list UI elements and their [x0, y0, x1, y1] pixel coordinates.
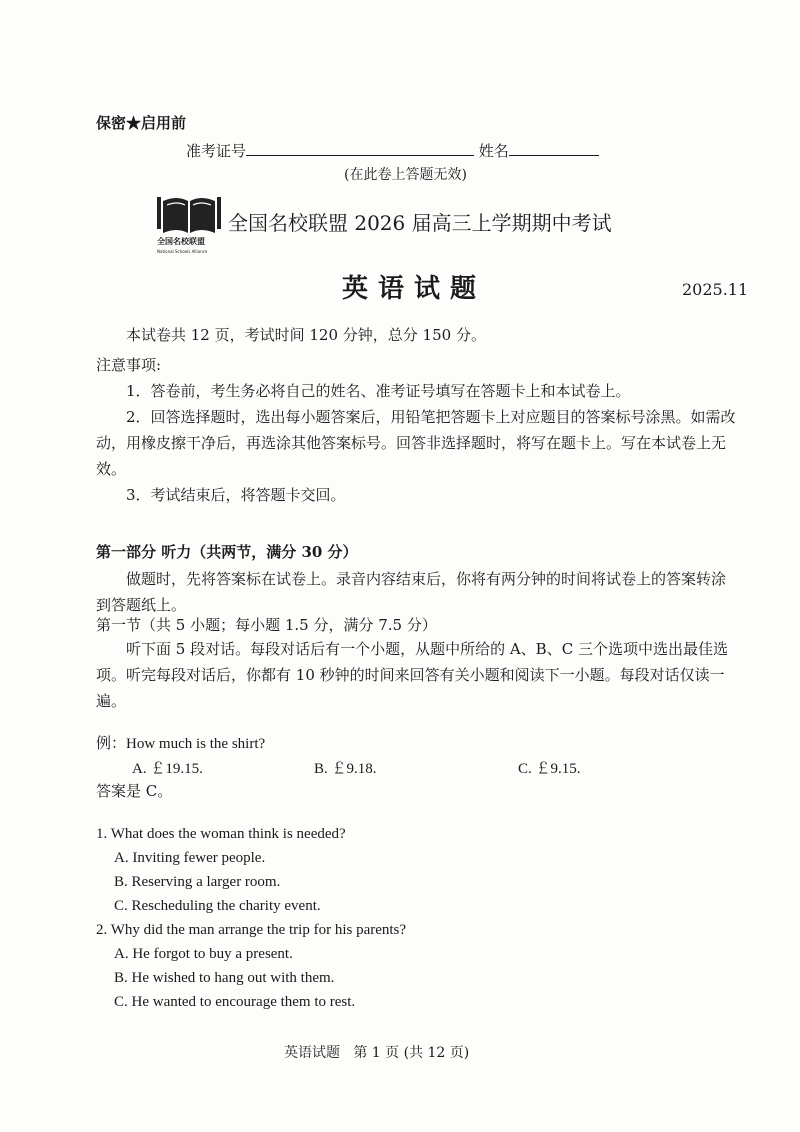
subject-title: 英语试题: [342, 274, 487, 304]
confidential-label: 保密★启用前: [96, 114, 187, 132]
exam-id-label: 准考证号: [186, 142, 247, 160]
example-option-c: C. ￡9.15.: [518, 761, 581, 777]
example-question: 例：How much is the shirt?: [96, 736, 266, 752]
question-2-option-c: C. He wanted to encourage them to rest.: [114, 994, 356, 1010]
example-option-b: B. ￡9.18.: [314, 761, 377, 777]
section1-heading: 第一节（共 5 小题；每小题 1.5 分，满分 7.5 分）: [96, 616, 437, 634]
question-1-option-c: C. Rescheduling the charity event.: [114, 898, 321, 914]
name-blank: [509, 143, 599, 156]
book-logo-icon: [155, 193, 223, 237]
part1-instruction: 做题时，先将答案标在试卷上。录音内容结束后，你将有两分钟的时间将试卷上的答案转涂到答题纸上。: [96, 570, 727, 614]
exam-date: 2025.11: [682, 280, 749, 299]
question-2-stem: 2. Why did the man arrange the trip for his parents?: [96, 922, 407, 938]
section1-instruction: 听下面 5 段对话。每段对话后有一个小题，从题中所给的 A、B、C 三个选项中选出最佳选项。听完每段对话后，你都有 10 秒钟的时间来回答有关小题和阅读下一小题。每段对话仅读一遍。: [96, 640, 728, 710]
notes-heading: 注意事项:: [96, 356, 162, 374]
question-2-option-a: A. He forgot to buy a present.: [114, 946, 293, 962]
note-item-1: 1．答卷前，考生务必将自己的姓名、准考证号填写在答题卡上和本试卷上。: [126, 382, 631, 400]
example-answer: 答案是 C。: [96, 782, 173, 800]
exam-summary: 本试卷共 12 页，考试时间 120 分钟，总分 150 分。: [126, 326, 486, 344]
alliance-logo: [155, 193, 225, 259]
logo-name-en: National Schools Alliance: [157, 249, 208, 254]
logo-name-cn: 全国名校联盟: [157, 237, 205, 246]
question-2-option-b: B. He wished to hang out with them.: [114, 970, 335, 986]
invalid-note: (在此卷上答题无效): [344, 167, 467, 183]
example-option-a: A. ￡19.15.: [132, 761, 203, 777]
exam-id-blank: [246, 143, 474, 156]
question-1-option-a: A. Inviting fewer people.: [114, 850, 266, 866]
name-label: 姓名: [478, 142, 509, 160]
part1-heading: 第一部分 听力（共两节，满分 30 分）: [96, 543, 358, 561]
exam-id-row: [186, 140, 599, 161]
question-1-option-b: B. Reserving a larger room.: [114, 874, 281, 890]
page-footer: 英语试题 第 1 页 (共 12 页): [284, 1045, 470, 1061]
note-item-2: 2．回答选择题时，选出每小题答案后，用铅笔把答题卡上对应题目的答案标号涂黑。如需改动，用橡皮擦干净后，再选涂其他答案标号。回答非选择题时，将写在题卡上。写在本试卷上无效。: [96, 408, 736, 478]
exam-title-line: 全国名校联盟 2026 届高三上学期期中考试: [228, 211, 612, 235]
question-1-stem: 1. What does the woman think is needed?: [96, 826, 346, 842]
note-item-3: 3．考试结束后，将答题卡交回。: [126, 486, 346, 504]
